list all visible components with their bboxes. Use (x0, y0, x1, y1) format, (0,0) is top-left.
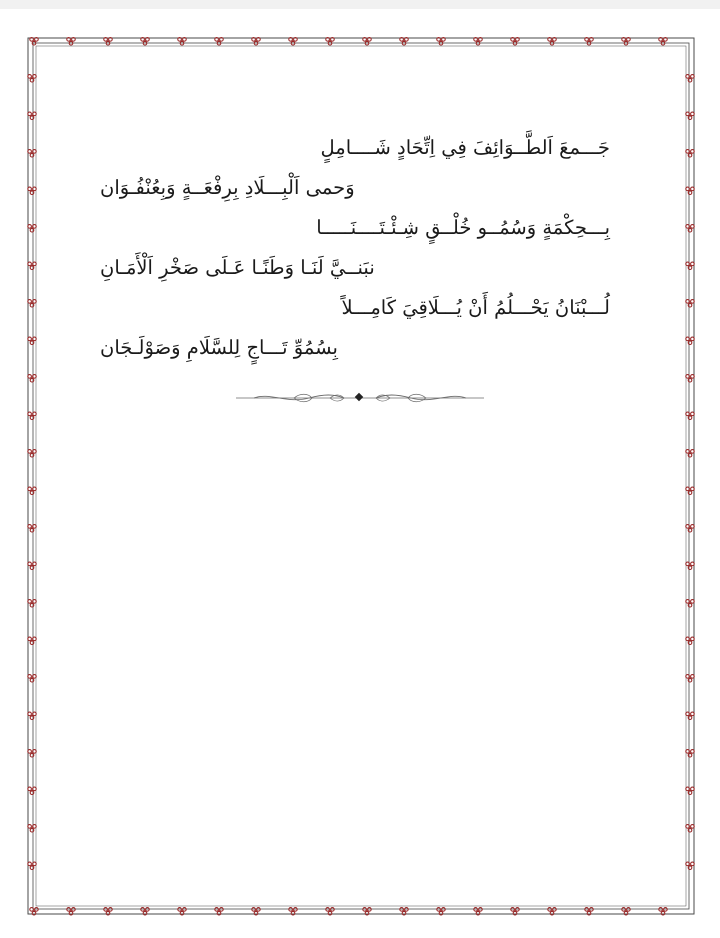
flower-dot-icon (28, 787, 36, 794)
flower-dot-icon (28, 75, 36, 82)
flower-dot-icon (28, 450, 36, 457)
flower-dot-icon (686, 150, 694, 157)
flower-dot-icon (686, 187, 694, 194)
flower-dot-icon (585, 38, 593, 45)
poem-line: جَـــمعَ اَلطَّــوَائِفَ فِي اِتِّحَادٍ شَــــامِلٍ (320, 136, 610, 159)
flower-dot-icon (326, 38, 334, 45)
flower-dot-icon (28, 375, 36, 382)
flower-dot-icon (178, 38, 186, 45)
flower-dot-icon (659, 38, 667, 45)
flower-dot-icon (686, 825, 694, 832)
flower-dot-icon (686, 337, 694, 344)
flower-dot-icon (28, 412, 36, 419)
poem-line: بِسُمُوِّ تَـــاجٍ لِلسَّلَامِ وَصَوْلَـجَان (100, 336, 338, 359)
poem-line: لُـــبْنَانُ يَحْـــلُمُ أَنْ يُـــلَاقِيَ كَامِـــلاً (341, 296, 610, 319)
flower-dot-icon (28, 712, 36, 719)
flower-dot-icon (437, 38, 445, 45)
flower-dot-icon (686, 412, 694, 419)
flower-dot-icon (28, 525, 36, 532)
flower-dot-icon (28, 150, 36, 157)
flower-dot-icon (474, 38, 482, 45)
flower-dot-icon (686, 787, 694, 794)
poem-line: وَحمى اَلْبِـــلَادِ بِرِفْعَــةٍ وَبِعُنْفُـوَان (100, 176, 355, 199)
top-bar (0, 0, 720, 9)
flower-dot-icon (686, 450, 694, 457)
flower-dot-icon (686, 112, 694, 119)
flower-dot-icon (28, 675, 36, 682)
flower-dot-icon (686, 862, 694, 869)
flower-dot-icon (30, 38, 38, 45)
flower-dot-icon (289, 38, 297, 45)
flower-dot-icon (28, 337, 36, 344)
flower-dot-icon (686, 712, 694, 719)
flower-dot-icon (28, 300, 36, 307)
flower-dot-icon (686, 750, 694, 757)
flower-dot-icon (686, 637, 694, 644)
flower-dot-icon (28, 187, 36, 194)
flower-dot-icon (400, 38, 408, 45)
flower-dot-icon (686, 487, 694, 494)
flower-dot-icon (686, 525, 694, 532)
poem-line: بِـــحِكْمَةٍ وَسُمُــو خُلْــقٍ شِـئْـتَــــنَـــــا (316, 216, 610, 239)
flower-dot-icon (28, 862, 36, 869)
ornament-divider (234, 390, 486, 404)
flower-dot-icon (28, 637, 36, 644)
flower-dot-icon (215, 38, 223, 45)
poem-line: نبَنــيَّ لَنَـا وَطَنًـا عَـلَى صَخْرِ اَلْأَمَـانِ (100, 256, 375, 279)
flower-dot-icon (686, 375, 694, 382)
flower-dot-icon (141, 38, 149, 45)
flower-dot-icon (67, 38, 75, 45)
flower-dot-icon (28, 487, 36, 494)
flower-dot-icon (28, 225, 36, 232)
flower-dot-icon (548, 38, 556, 45)
flower-dot-icon (686, 675, 694, 682)
flower-dot-icon (622, 38, 630, 45)
flower-dot-icon (252, 38, 260, 45)
flower-dot-icon (686, 225, 694, 232)
flower-dot-icon (686, 562, 694, 569)
flower-dot-icon (28, 262, 36, 269)
flower-dot-icon (686, 262, 694, 269)
poem (100, 128, 610, 368)
flower-dot-icon (686, 600, 694, 607)
flower-dot-icon (28, 750, 36, 757)
flower-dot-icon (686, 300, 694, 307)
flower-dot-icon (28, 825, 36, 832)
flower-dot-icon (28, 112, 36, 119)
flower-dot-icon (511, 38, 519, 45)
flower-dot-icon (28, 600, 36, 607)
flower-dot-icon (363, 38, 371, 45)
flower-dot-icon (104, 38, 112, 45)
flower-dot-icon (686, 75, 694, 82)
flower-dot-icon (28, 562, 36, 569)
ornament-icon (234, 391, 486, 405)
